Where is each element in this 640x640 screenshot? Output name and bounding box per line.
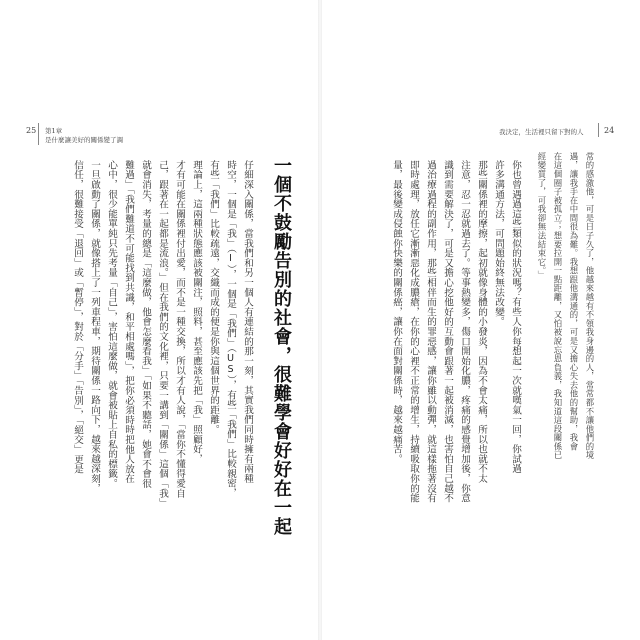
left-body-line: 有些「我們」比較疏遠，交織而成的便是你與這個世界的距離。 (208, 160, 219, 435)
right-body-line: 量，最後變成侵蝕你快樂的關係癌，讓你在面對關係時，越來越痛苦。 (391, 160, 402, 464)
right-header-title: 我決定，生活裡只留下對的人 (499, 128, 584, 136)
left-body-line: 心中，很少能單純只先考量「自己」，害怕這麼做，就會被貼上自私的標籤。 (106, 160, 117, 489)
left-page-number: 25 (26, 126, 37, 135)
right-body-line: 識到需要解決了，可是又擔心挖他好的互動會跟著一起被消滅，也害怕自己越不 (442, 160, 453, 503)
left-body-line: 仔細深入關係，當我們和另一個人有連結的那一刻，其實我們同時擁有兩種 (242, 160, 253, 484)
left-body-line: 一旦啟動了關係，就像搭上了一列車程車，期待關係一路向下，越來越深刻， (89, 160, 100, 494)
right-header-rule (598, 123, 599, 137)
right-quote-line: 經變質了，可我卻無法結束它。」 (537, 152, 547, 280)
right-quote-line: 常的感激他，可是日子久了，他越來越有不領我身邊的人，常常都不讓他們的境 (585, 152, 595, 460)
left-header-rule (38, 123, 39, 145)
left-body-line: 信任，很難接受「退回」或「暫停」，對於「分手」「告別」，「絕交」更是 (72, 160, 83, 474)
right-body-line: 你也曾遇過這些類似的狀況嗎？有些人你每想起一次就嘆氣一回，你試過 (510, 160, 521, 474)
book-spine (318, 0, 322, 640)
right-body-line: 那些關係裡的摩擦，起初就像身體的小發炎，因為不會太痛，所以也就不太 (476, 160, 487, 484)
right-body-line: 即時處理，放任它漸漸惡化成膿瘡，在你的心裡不正常的增生，持續吸取你的能 (408, 160, 419, 503)
right-body-line: 注意，忍一忍就過去了。等事熱變多，傷口開始化膿，疼痛的感覺增加後，你意 (459, 160, 470, 503)
left-body-line: 己，跟著在一起都是流浪。」但在我們的文化裡，只要一講到「關係」這個「我」 (157, 160, 168, 508)
left-header-title: 是什麼讓美好的關係變了調 (45, 136, 123, 144)
left-header-chapter: 第1章 (45, 127, 63, 135)
left-body-line: 難過」「我們難道不可能找到共識，和平相處嗎」，把你必須時時把他人放在 (123, 160, 134, 484)
right-body-line: 過治療過程的副作用，那些相伴而生的罪惡感，讓你雖以動彈，就這樣拖著沒有 (425, 160, 436, 503)
right-page-number: 24 (604, 126, 615, 135)
right-quote-line: 在這個圈子被孤立；想要拉開一點距離，又怕被說忘恩負義，我知道這段關係已 (553, 152, 563, 460)
left-body-line: 就會消失，考量的總是「這麼做，他會怎麼看我」「如果不聽話，她會不會很 (140, 160, 151, 489)
left-body-line: 才有可能在關係裡付出愛，而不是一種交換，所以才有人說，「當你不懂得愛自 (174, 160, 185, 499)
left-body-line: 時空，一個是「我」（I），一個是「我們」（US），有些「我們」比較親密， (225, 160, 236, 498)
right-body-line: 許多溝通方法，可問題始終無法改變。 (493, 160, 504, 327)
left-body-line: 理論上，這兩種狀態應該被關注，照料，甚至應該先把「我」照顧好， (191, 160, 202, 464)
section-heading: 一個不鼓勵告別的社會，很難學會好好在一起 (271, 156, 292, 536)
right-quote-line: 遇，讓我手在中間很為難。我想跟他溝通的，可是又擔心失去他的幫助，我會 (569, 152, 579, 451)
